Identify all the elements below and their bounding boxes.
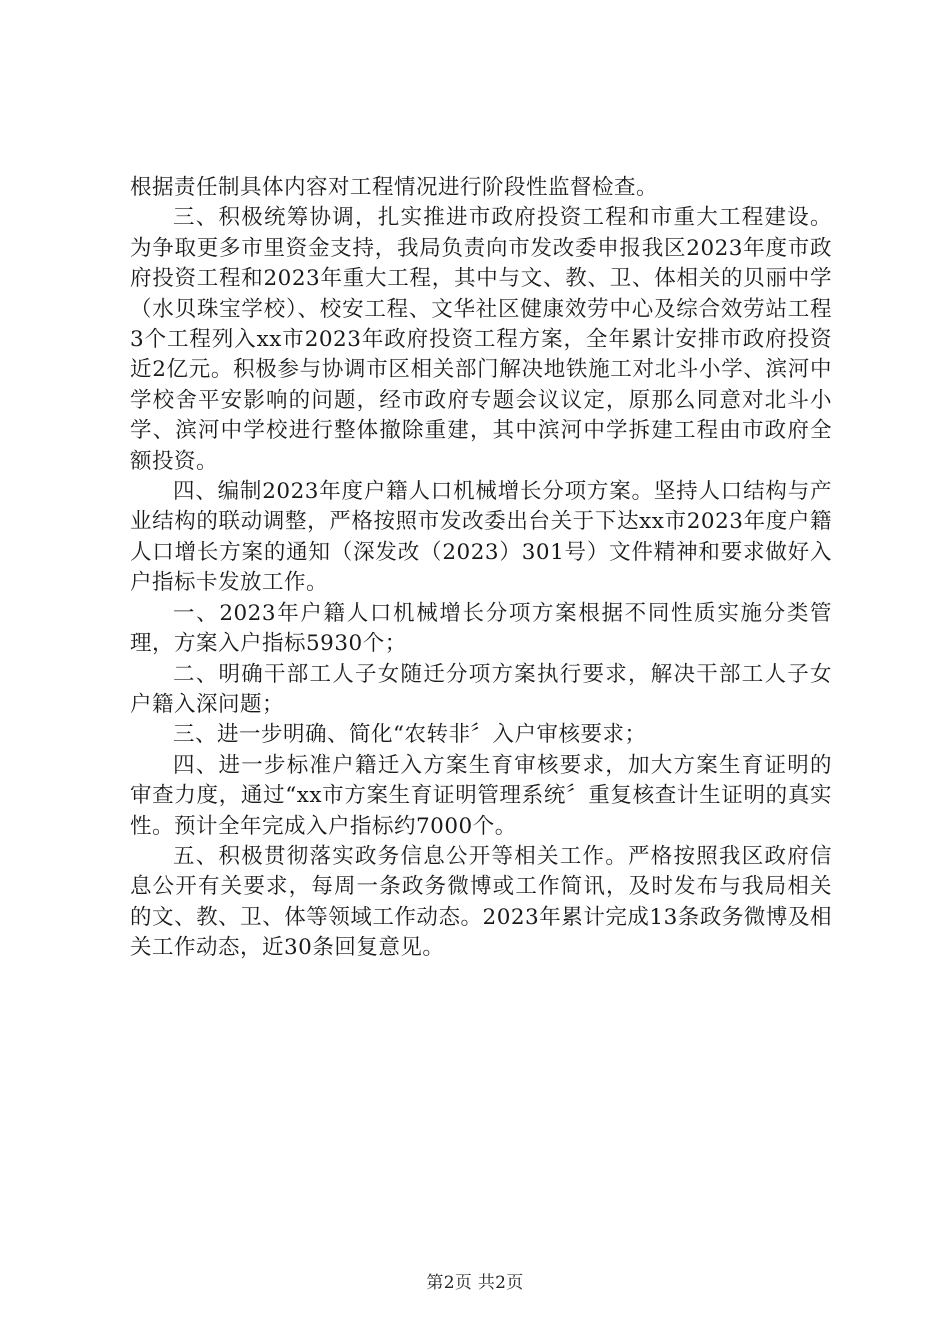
page-number-footer: 第2页 共2页 xyxy=(426,1273,524,1293)
paragraph-section-5: 五、积极贯彻落实政务信息公开等相关工作。严格按照我区政府信息公开有关要求，每周一条政务微博或工作简讯，及时发布与我局相关的文、教、卫、体等领域工作动态。2023年累计完成13条政务微博及相关工作动态，近30条回复意见。 xyxy=(130,843,832,961)
paragraph-item-2: 二、明确干部工人子女随迁分项方案执行要求，解决干部工人子女户籍入深问题； xyxy=(130,661,832,717)
paragraph-section-3: 三、积极统筹协调，扎实推进市政府投资工程和市重大工程建设。为争取更多市里资金支持，我局负责向市发改委申报我区2023年度市政府投资工程和2023年重大工程，其中与文、教、卫、体相关的贝丽中学（水贝珠宝学校）、校安工程、文华社区健康效劳中心及综合效劳站工程3个工程列入xx市2023年政府投资工程方案，全年累计安排市政府投资近2亿元。积极参与协调市区相关部门解决地铁施工对北斗小学、滨河中学校舍平安影响的问题，经市政府专题会议议定，原那么同意对北斗小学、滨河中学校进行整体撤除重建，其中滨河中学拆建工程由市政府全额投资。 xyxy=(130,205,832,474)
paragraph-continuation: 根据责任制具体内容对工程情况进行阶段性监督检查。 xyxy=(130,175,659,200)
paragraph-item-4: 四、进一步标准户籍迁入方案生育审核要求，加大方案生育证明的审查力度，通过“xx市方案生育证明管理系统〞重复核查计生证明的真实性。预计全年完成入户指标约7000个。 xyxy=(130,752,832,839)
paragraph-item-1: 一、2023年户籍人口机械增长分项方案根据不同性质实施分类管理，方案入户指标5930个； xyxy=(130,600,832,657)
document-body xyxy=(130,173,832,964)
paragraph-item-3: 三、进一步明确、简化“农转非〞入户审核要求； xyxy=(173,722,647,748)
paragraph-section-4: 四、编制2023年度户籍人口机械增长分项方案。坚持人口结构与产业结构的联动调整，严格按照市发改委出台关于下达xx市2023年度户籍人口增长方案的通知（深发改（2023）301号）文件精神和要求做好入户指标卡发放工作。 xyxy=(130,479,832,596)
